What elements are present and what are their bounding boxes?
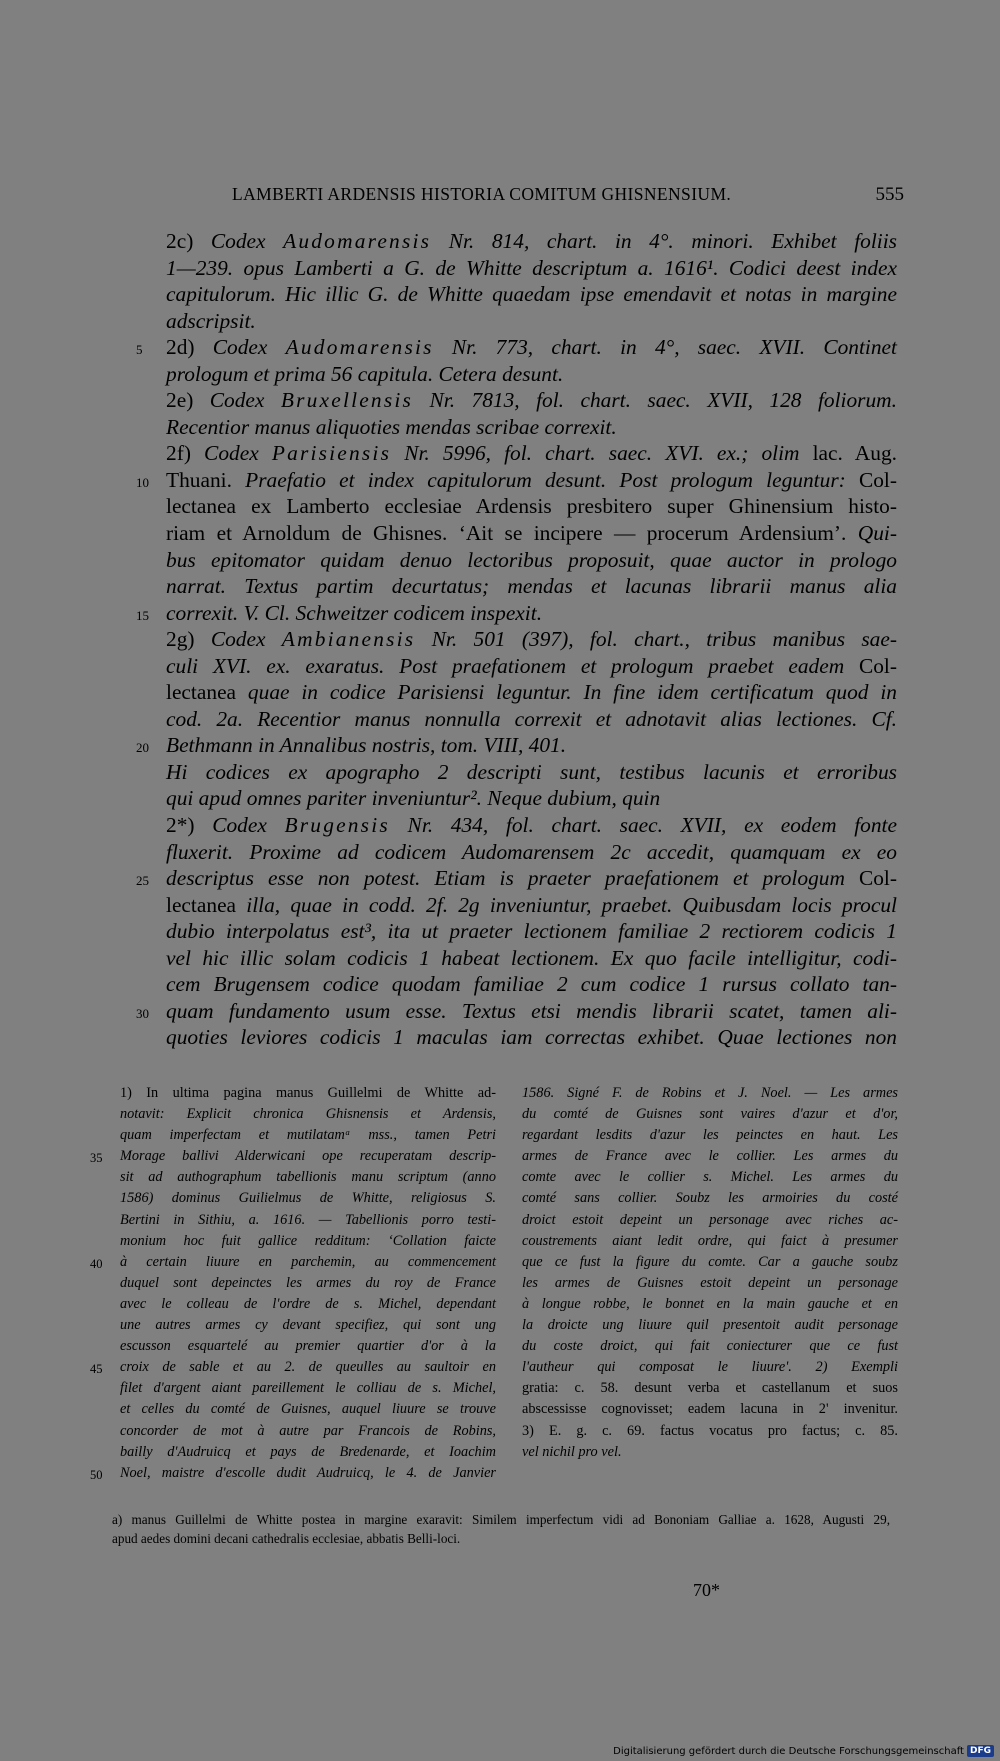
line-number: 40 <box>90 1256 103 1271</box>
text-line: Hi codices ex apographo 2 descripti sunt, testibus lacunis et erroribus <box>166 759 897 784</box>
note-line: une autres armes cy devant specifiez, qui sont ung <box>120 1317 496 1334</box>
note-line: sit ad authographum tabellionis manu scriptum (anno <box>120 1169 496 1186</box>
line-number: 25 <box>136 873 149 889</box>
note-line: duquel sont depeinctes les armes du roy de France <box>120 1274 496 1291</box>
note-line: avec le colleau de l'ordre de s. Michel, dependant <box>120 1295 496 1312</box>
paragraph-2d <box>120 334 897 387</box>
line-number: 5 <box>136 342 143 358</box>
text-line: Recentior manus aliquoties mendas scribae correxit. <box>166 414 617 439</box>
text-line: fluxerit. Proxime ad codicem Audomarensem 2c accedit, quamquam ex eo <box>166 839 897 864</box>
running-title: LAMBERTI ARDENSIS HISTORIA COMITUM GHISNENSIUM. <box>232 184 732 204</box>
text-line: 25 descriptus esse non potest. Etiam is praeter praefationem et prologum Col- <box>120 865 897 892</box>
text-line: 10 Thuani. Praefatio et index capitulorum desunt. Post prologum leguntur: Col- <box>120 467 897 494</box>
paragraph-hi-codices <box>120 759 897 812</box>
text-line: narrat. Textus partim decurtatus; mendas et lacunas librarii manus alia <box>166 574 897 599</box>
note-line: que ce fust la figure du comte. Car a gauche soubz <box>522 1253 898 1270</box>
note-line: coustrements aiant ledit ordre, qui faict à presumer <box>522 1232 898 1249</box>
note-line: 1586) dominus Guilielmus de Whitte, religiosus S. <box>120 1190 496 1207</box>
text-line: 1—239. opus Lamberti a G. de Whitte descriptum a. 1616¹. Codici deest index <box>166 255 897 280</box>
text-line: riam et Arnoldum de Ghisnes. ‘Ait se incipere — procerum Ardensium’. Qui- <box>166 521 897 546</box>
line-number: 10 <box>136 474 149 490</box>
line-number: 45 <box>90 1362 103 1377</box>
footnote-line: apud aedes domini decani cathedralis ecclesiae, abbatis Belli-loci. <box>112 1531 461 1546</box>
text-line: lectanea quae in codice Parisiensi leguntur. In fine idem certificatum quod in <box>166 680 898 705</box>
note-line: Bertini in Sithiu, a. 1616. — Tabellionis porro testi- <box>120 1211 496 1228</box>
note-line: du coste droict, qui fait coniecturer que ce fust <box>522 1338 898 1355</box>
note-line: escusson esquartelé au premier quartier d'or à la <box>120 1338 496 1355</box>
footnotes <box>90 1083 898 1484</box>
note-line: les armes de Guisnes estoit depeint un personage <box>522 1274 898 1291</box>
line-number: 30 <box>136 1005 149 1021</box>
note-line: monium hoc fuit gallice redditum: ‘Collation faicte <box>120 1232 496 1249</box>
main-text <box>120 228 897 1051</box>
dfg-logo-icon: DFG <box>967 1745 994 1757</box>
text-line: bus epitomator quidam denuo lectoribus proposuit, quae auctor in prologo <box>166 547 897 572</box>
text-line: 30 quam fundamento usum esse. Textus etsi mendis librarii scatet, tamen ali- <box>120 998 897 1025</box>
text-line: capitulorum. Hic illic G. de Whitte quaedam ipse emendavit et notas in margine <box>166 282 897 307</box>
paragraph-2star <box>120 812 897 1051</box>
note-line: regardant lesdits d'azur les peinctes en haut. Les <box>522 1127 898 1144</box>
footnote-line: a) manus Guillelmi de Whitte postea in margine exaravit: Similem imperfectum vidi ad Bononiam Galliae a. 1628, Augusti 29, <box>112 1512 890 1527</box>
text-line: vel hic illic solam codicis 1 habeat lectionem. Ex quo facile intelligitur, codi- <box>166 945 897 970</box>
note-line: 50 Noel, maistre d'escolle dudit Audruicq, le 4. de Janvier <box>120 1463 496 1484</box>
line-number: 20 <box>136 740 149 756</box>
note-line: filet d'argent aiant pareillement le colliau de s. Michel, <box>120 1380 496 1397</box>
text-line: 2e) Codex Bruxellensis Nr. 7813, fol. chart. saec. XVII, 128 foliorum. <box>166 388 897 413</box>
text-line: 2*) Codex Brugensis Nr. 434, fol. chart. saec. XVII, ex eodem fonte <box>166 813 897 838</box>
note-line: 40 à certain liuure en parchemin, au commencement <box>120 1252 496 1273</box>
text-line: culi XVI. ex. exaratus. Post praefationem et prologum praebet eadem Col- <box>166 653 897 678</box>
editorial-footnote <box>112 1510 890 1548</box>
signature-mark: 70* <box>693 1580 720 1600</box>
text-line: qui apud omnes pariter inveniuntur². Neque dubium, quin <box>166 786 661 811</box>
note-line: du comté de Guisnes sont vaires d'azur et d'or, <box>522 1106 898 1123</box>
footnotes-left-column <box>90 1083 496 1484</box>
paragraph-2f <box>120 440 897 626</box>
paragraph-2c <box>120 228 897 334</box>
text-line: 2c) Codex Audomarensis Nr. 814, chart. in 4°. minori. Exhibet foliis <box>166 229 897 253</box>
note-line: 1586. Signé F. de Robins et J. Noel. — Les armes <box>522 1085 898 1101</box>
dfg-credit <box>613 1745 994 1757</box>
text-line: prologum et prima 56 capitula. Cetera desunt. <box>166 361 564 386</box>
text-line: 2g) Codex Ambianensis Nr. 501 (397), fol. chart., tribus manibus sae- <box>166 627 897 652</box>
note-line: l'autheur qui composat le liuure'. 2) Exempli <box>522 1359 898 1376</box>
text-line: 15 correxit. V. Cl. Schweitzer codicem inspexit. <box>120 600 897 627</box>
note-line: droict estoit depeint un personage avec riches ac- <box>522 1211 898 1228</box>
paragraph-2e <box>120 387 897 440</box>
note-line: 35 Morage ballivi Alderwicani ope recuperatam descrip- <box>120 1146 496 1167</box>
footnotes-right-column <box>522 1083 898 1484</box>
line-number: 50 <box>90 1467 103 1482</box>
text-line: cod. 2a. Recentior manus nonnulla correxit et adnotavit alias lectiones. Cf. <box>166 706 897 731</box>
text-line: adscripsit. <box>166 308 256 333</box>
note-line: armes de France avec le collier. Les armes du <box>522 1148 898 1165</box>
text-line: cem Brugensem codice quodam familiae 2 cum codice 1 rursus collato tan- <box>166 972 897 997</box>
text-line: lectanea ex Lamberto ecclesiae Ardensis presbitero super Ghinensium histo- <box>166 494 897 519</box>
note-line: à longue robbe, le bonnet en la main gauche et en <box>522 1295 898 1312</box>
line-number: 15 <box>136 607 149 623</box>
page-number: 555 <box>875 184 904 205</box>
dfg-credit-text: Digitalisierung gefördert durch die Deutsche Forschungsgemeinschaft <box>613 1745 964 1757</box>
running-header <box>120 184 904 206</box>
note-line: comte avec le collier s. Michel. Les armes du <box>522 1169 898 1186</box>
text-line: lectanea illa, quae in codd. 2f. 2g inveniuntur, praebet. Quibusdam locis procul <box>166 892 897 917</box>
text-line: quoties leviores codicis 1 maculas iam correctas exhibet. Quae lectiones non <box>166 1025 897 1050</box>
note-line: gratia: c. 58. desunt verba et castellanum et suos <box>522 1380 898 1397</box>
text-line: 5 2d) Codex Audomarensis Nr. 773, chart. in 4°, saec. XVII. Continet <box>120 334 897 361</box>
text-line: 20 Bethmann in Annalibus nostris, tom. VIII, 401. <box>120 732 897 759</box>
paragraph-2g <box>120 626 897 759</box>
line-number: 35 <box>90 1151 103 1166</box>
note-line: comté sans collier. Soubz les armoiries du costé <box>522 1190 898 1207</box>
note-line: bailly d'Audruicq et pays de Bredenarde, et Ioachim <box>120 1443 496 1460</box>
note-line: concorder de mot à autre par Francois de Robins, <box>120 1422 496 1439</box>
note-line: et celles du comté de Guisnes, auquel liuure se trouve <box>120 1401 496 1418</box>
note-line: notavit: Explicit chronica Ghisnensis et Ardensis, <box>120 1106 496 1123</box>
note-line: vel nichil pro vel. <box>522 1443 622 1460</box>
note-line: quam imperfectam et mutilatamᵃ mss., tamen Petri <box>120 1127 496 1144</box>
note-line: 45 croix de sable et au 2. de queulles au saultoir en <box>120 1357 496 1378</box>
text-line: 2f) Codex Parisiensis Nr. 5996, fol. chart. saec. XVI. ex.; olim lac. Aug. <box>166 441 897 466</box>
note-line: la droicte ung liuure quil presentoit audit personage <box>522 1317 898 1334</box>
note-line: 3) E. g. c. 69. factus vocatus pro factus; c. 85. <box>522 1422 898 1439</box>
note-line: 1) In ultima pagina manus Guillelmi de Whitte ad- <box>120 1085 496 1101</box>
text-line: dubio interpolatus est³, ita ut praeter lectionem familiae 2 rectiorem codicis 1 <box>166 919 897 944</box>
note-line: abscessisse cognovisset; eadem lacuna in 2' invenitur. <box>522 1401 898 1418</box>
